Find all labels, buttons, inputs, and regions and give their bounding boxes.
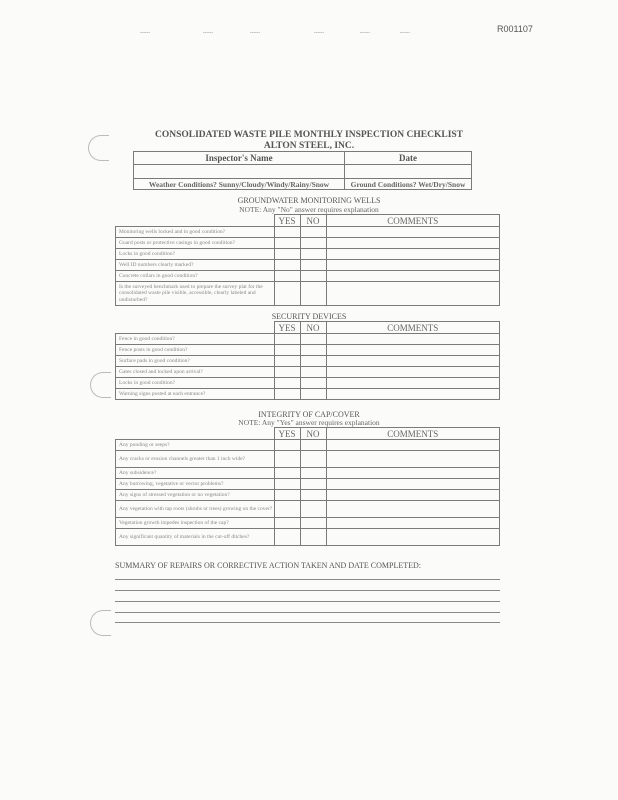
comment-cell[interactable]: [326, 249, 500, 260]
yes-cell[interactable]: [274, 479, 300, 490]
company-name: ALTON STEEL, INC.: [263, 141, 355, 151]
yes-cell[interactable]: [274, 451, 300, 468]
summary-line[interactable]: [115, 622, 500, 623]
question: Monitoring wells locked and in good condition?: [116, 227, 275, 238]
yes-cell[interactable]: [274, 334, 300, 345]
no-cell[interactable]: [300, 529, 326, 546]
no-cell[interactable]: [300, 367, 326, 378]
no-cell[interactable]: [300, 356, 326, 367]
inspector-table: [133, 151, 472, 190]
yes-cell[interactable]: [274, 238, 300, 249]
no-cell[interactable]: [300, 345, 326, 356]
no-cell[interactable]: [300, 227, 326, 238]
question: Well ID numbers clearly marked?: [116, 260, 275, 271]
question: Vegetation growth impedes inspection of the cap?: [116, 518, 275, 529]
header-mark: ------: [140, 30, 150, 36]
yes-cell[interactable]: [274, 518, 300, 529]
question: Any cracks or erosion channels greater than 1 inch wide?: [116, 451, 275, 468]
no-cell[interactable]: [300, 389, 326, 400]
header-mark: ------: [360, 30, 370, 36]
comment-cell[interactable]: [326, 518, 500, 529]
question: Fence posts in good condition?: [116, 345, 275, 356]
no-cell[interactable]: [300, 282, 326, 306]
yes-cell[interactable]: [274, 367, 300, 378]
checklist-security: [115, 321, 500, 400]
date-label: Date: [345, 152, 472, 165]
no-cell[interactable]: [300, 378, 326, 389]
summary-title: SUMMARY OF REPAIRS OR CORRECTIVE ACTION TAKEN AND DATE COMPLETED:: [115, 561, 421, 570]
no-cell[interactable]: [300, 249, 326, 260]
yes-cell[interactable]: [274, 260, 300, 271]
comments-header: COMMENTS: [326, 215, 500, 227]
comment-cell[interactable]: [326, 271, 500, 282]
comment-cell[interactable]: [326, 367, 500, 378]
section-title: SECURITY DEVICES: [271, 312, 347, 321]
question: Concrete collars in good condition?: [116, 271, 275, 282]
comment-cell[interactable]: [326, 238, 500, 249]
question: Locks in good condition?: [116, 249, 275, 260]
question: Any signs of stressed vegetation or no vegetation?: [116, 490, 275, 501]
question: Is the surveyed benchmark used to prepare the survey plat for the consolidated waste pile visible, accessible, clearly labeled and undisturbed?: [116, 282, 275, 306]
question: Fence in good condition?: [116, 334, 275, 345]
comment-cell[interactable]: [326, 227, 500, 238]
no-header: NO: [300, 215, 326, 227]
checklist-groundwater: [115, 214, 500, 306]
comment-cell[interactable]: [326, 479, 500, 490]
no-cell[interactable]: [300, 260, 326, 271]
weather-conditions[interactable]: Weather Conditions? Sunny/Cloudy/Windy/Rainy/Snow: [134, 179, 345, 190]
yes-header: YES: [274, 322, 300, 334]
yes-cell[interactable]: [274, 282, 300, 306]
yes-cell[interactable]: [274, 529, 300, 546]
yes-header: YES: [274, 428, 300, 440]
yes-cell[interactable]: [274, 227, 300, 238]
section-note: NOTE: Any "Yes" answer requires explanation: [238, 418, 380, 427]
yes-cell[interactable]: [274, 271, 300, 282]
no-header: NO: [300, 428, 326, 440]
no-cell[interactable]: [300, 479, 326, 490]
comment-cell[interactable]: [326, 490, 500, 501]
header-mark: ------: [400, 30, 410, 36]
comment-cell[interactable]: [326, 501, 500, 518]
comment-cell[interactable]: [326, 529, 500, 546]
question: Warning signs posted at each entrance?: [116, 389, 275, 400]
section-note: NOTE: Any "No" answer requires explanation: [239, 205, 379, 214]
yes-cell[interactable]: [274, 356, 300, 367]
question: Surface pads in good condition?: [116, 356, 275, 367]
checklist-cap-cover: [115, 427, 500, 546]
section-title: INTEGRITY OF CAP/COVER: [258, 410, 360, 419]
no-header: NO: [300, 322, 326, 334]
form-title: CONSOLIDATED WASTE PILE MONTHLY INSPECTION CHECKLIST: [154, 130, 464, 140]
comment-cell[interactable]: [326, 345, 500, 356]
comment-cell[interactable]: [326, 378, 500, 389]
comments-header: COMMENTS: [326, 428, 500, 440]
yes-cell[interactable]: [274, 378, 300, 389]
comments-header: COMMENTS: [326, 322, 500, 334]
question: Any ponding or seeps?: [116, 440, 275, 451]
yes-cell[interactable]: [274, 468, 300, 479]
summary-line[interactable]: [115, 579, 500, 580]
no-cell[interactable]: [300, 238, 326, 249]
question: Any subsidence?: [116, 468, 275, 479]
comment-cell[interactable]: [326, 334, 500, 345]
date-field[interactable]: [345, 165, 472, 179]
comment-cell[interactable]: [326, 389, 500, 400]
yes-cell[interactable]: [274, 490, 300, 501]
no-cell[interactable]: [300, 468, 326, 479]
comment-cell[interactable]: [326, 282, 500, 306]
summary-line[interactable]: [115, 590, 500, 591]
yes-cell[interactable]: [274, 249, 300, 260]
question: Any significant quantity of materials in the cut-off ditches?: [116, 529, 275, 546]
summary-line[interactable]: [115, 601, 500, 602]
question: Any vegetation with tap roots (shrubs or trees) growing on the cover?: [116, 501, 275, 518]
comment-cell[interactable]: [326, 440, 500, 451]
yes-cell[interactable]: [274, 345, 300, 356]
punch-hole: [90, 610, 111, 636]
no-cell[interactable]: [300, 271, 326, 282]
no-cell[interactable]: [300, 501, 326, 518]
header-mark: ------: [314, 30, 324, 36]
question: Gates closed and locked upon arrival?: [116, 367, 275, 378]
inspector-name-field[interactable]: [134, 165, 345, 179]
no-cell[interactable]: [300, 451, 326, 468]
inspector-label: Inspector's Name: [134, 152, 345, 165]
page-id: R001107: [497, 24, 533, 34]
ground-conditions[interactable]: Ground Conditions? Wet/Dry/Snow: [345, 179, 472, 190]
question: Any burrowing, vegetative or vector problems?: [116, 479, 275, 490]
yes-header: YES: [274, 215, 300, 227]
comment-cell[interactable]: [326, 260, 500, 271]
question: Locks in good condition?: [116, 378, 275, 389]
comment-cell[interactable]: [326, 356, 500, 367]
header-mark: ------: [203, 30, 213, 36]
summary-line[interactable]: [115, 612, 500, 613]
yes-cell[interactable]: [274, 440, 300, 451]
header-mark: ------: [250, 30, 260, 36]
section-title: GROUNDWATER MONITORING WELLS: [237, 196, 381, 205]
no-cell[interactable]: [300, 440, 326, 451]
comment-cell[interactable]: [326, 451, 500, 468]
question: Guard posts or protective casings in good condition?: [116, 238, 275, 249]
no-cell[interactable]: [300, 334, 326, 345]
yes-cell[interactable]: [274, 501, 300, 518]
punch-hole: [90, 372, 111, 398]
comment-cell[interactable]: [326, 468, 500, 479]
yes-cell[interactable]: [274, 389, 300, 400]
no-cell[interactable]: [300, 490, 326, 501]
no-cell[interactable]: [300, 518, 326, 529]
